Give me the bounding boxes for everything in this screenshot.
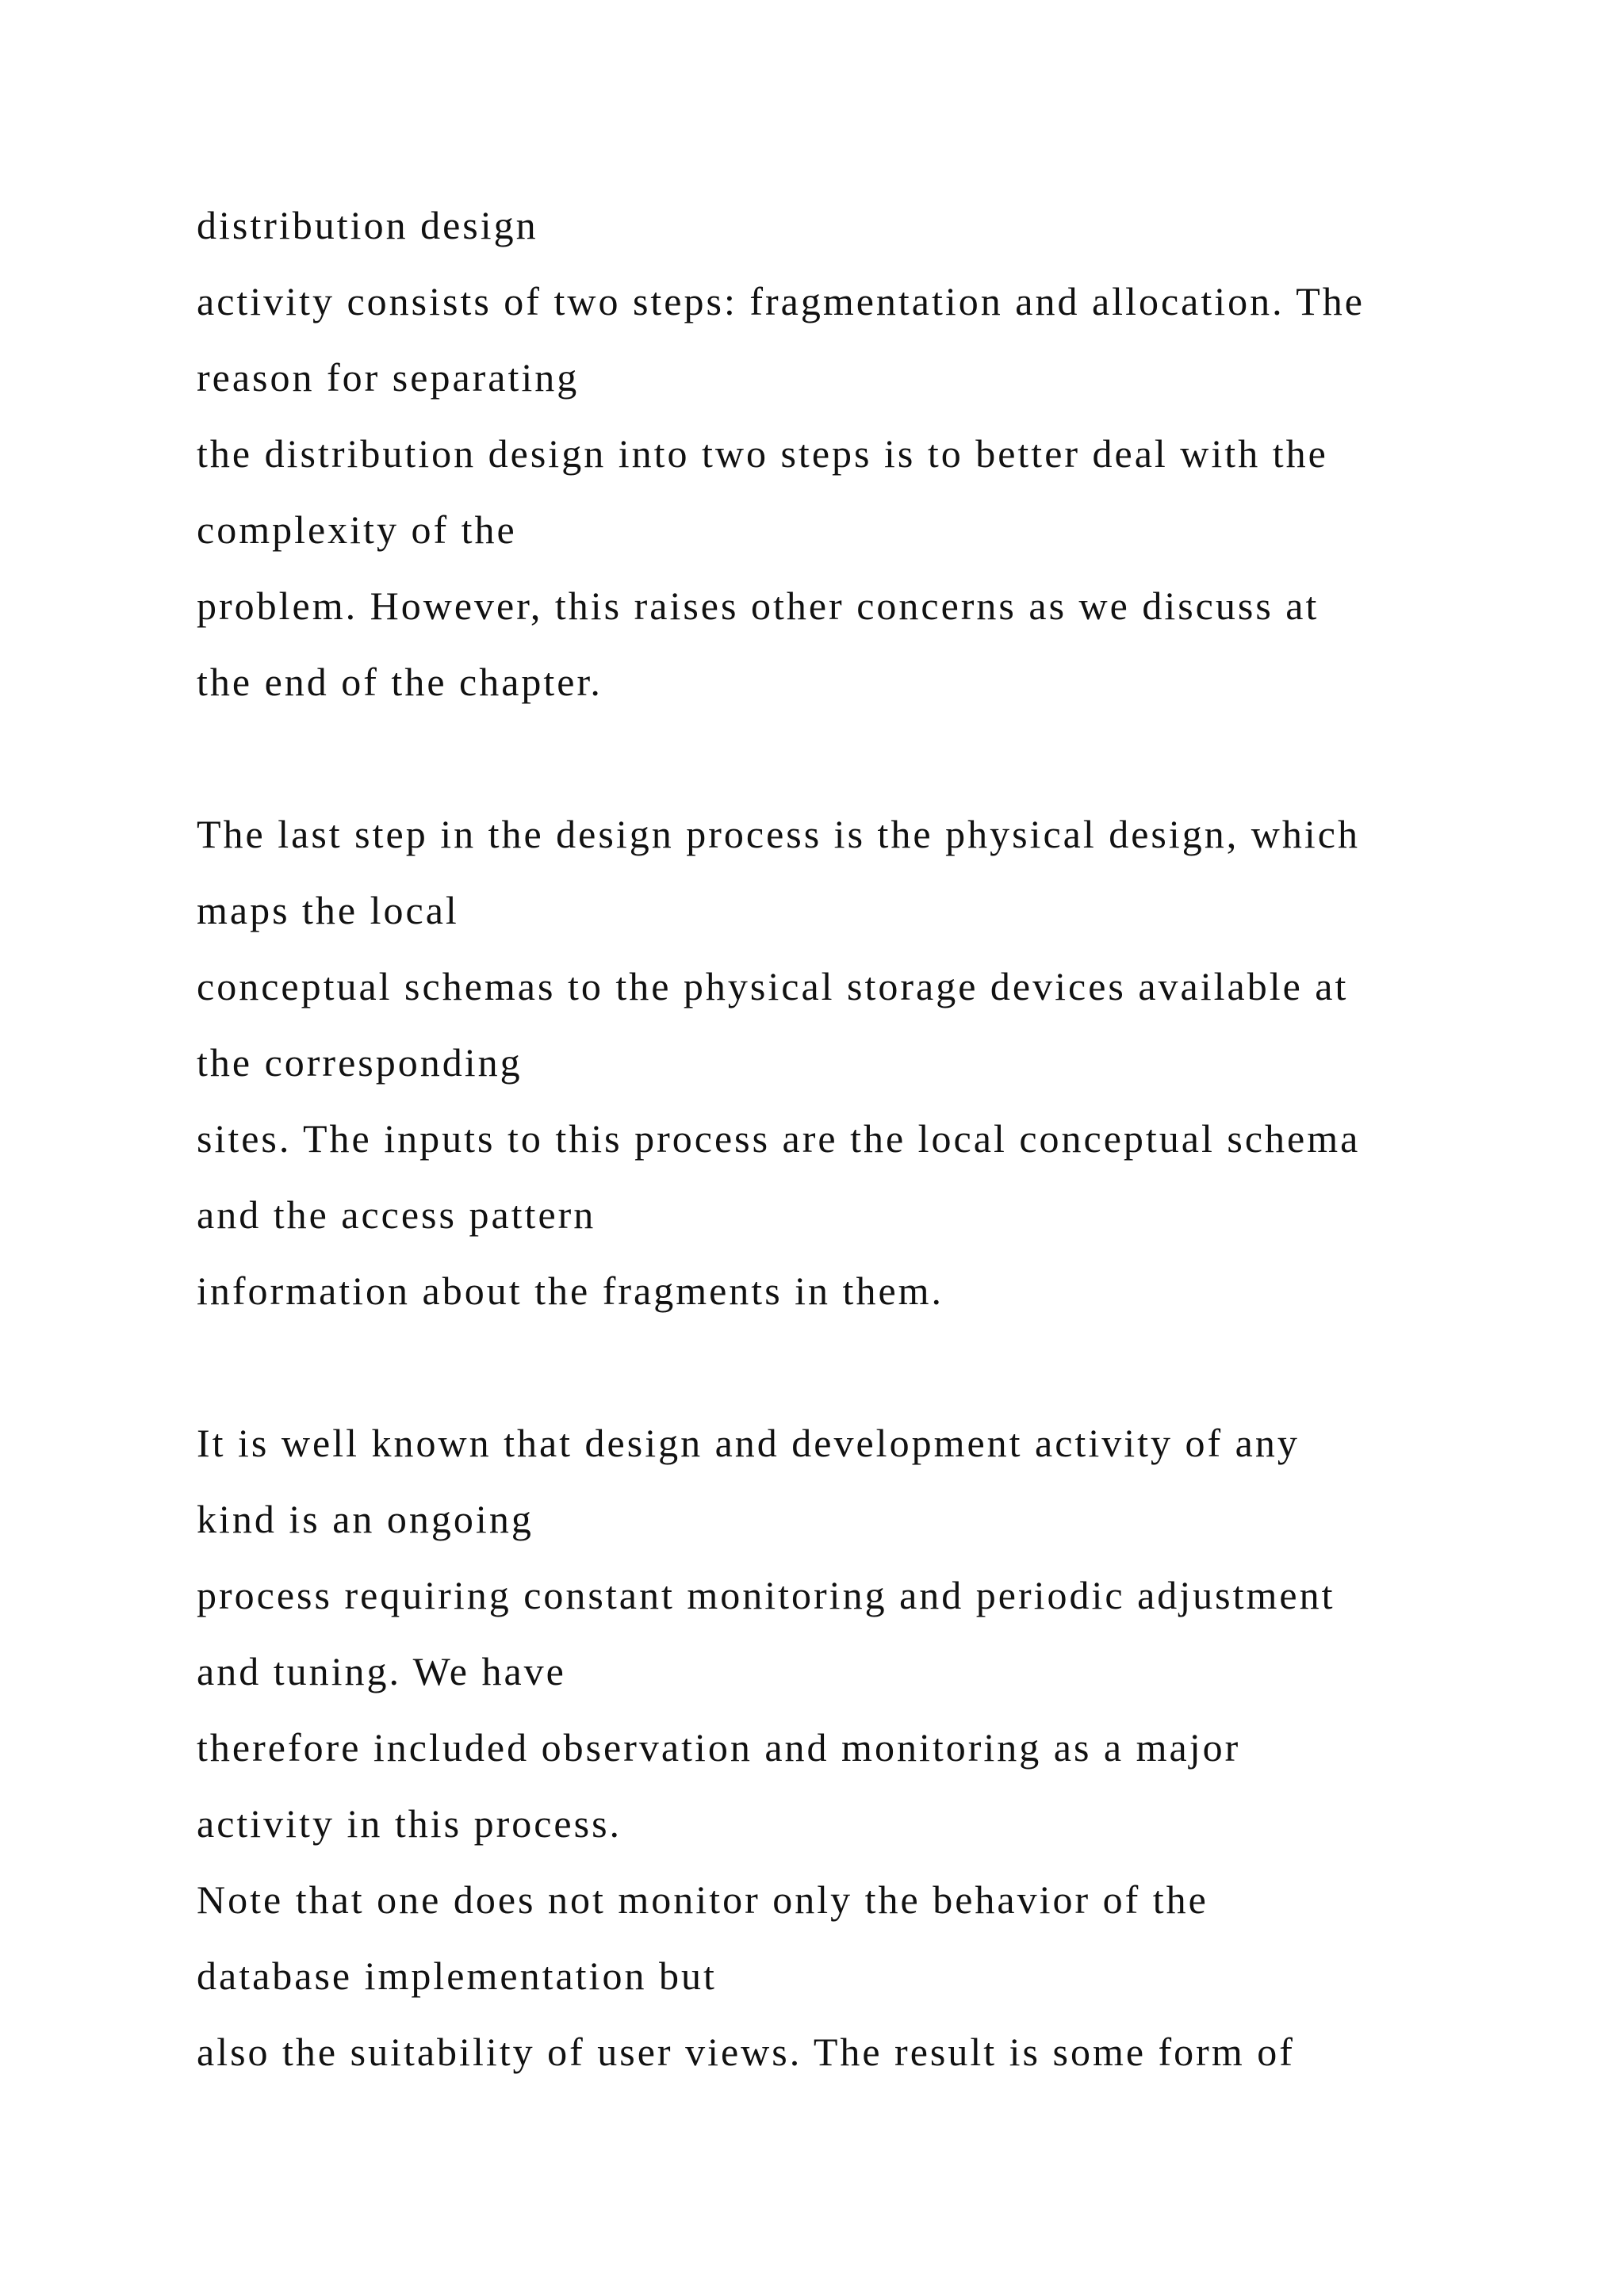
text-line: also the suitability of user views. The result is some form of	[197, 2030, 1295, 2074]
paragraph-3	[197, 1405, 1561, 2090]
text-line: It is well known that design and development activity of any	[197, 1421, 1300, 1465]
paragraph-2	[197, 796, 1561, 1329]
text-line: therefore included observation and monitoring as a major	[197, 1725, 1241, 1770]
text-line: maps the local	[197, 888, 459, 932]
text-line: database implementation but	[197, 1954, 717, 1998]
text-line: information about the fragments in them.	[197, 1269, 944, 1313]
text-line: process requiring constant monitoring and periodic adjustment	[197, 1573, 1335, 1617]
document-body	[197, 187, 1561, 2090]
text-line: and the access pattern	[197, 1192, 596, 1237]
paragraph-gap	[197, 720, 1561, 796]
text-line: the corresponding	[197, 1040, 523, 1085]
text-line: conceptual schemas to the physical storage devices available at	[197, 964, 1349, 1008]
text-line: kind is an ongoing	[197, 1497, 534, 1541]
text-line: and tuning. We have	[197, 1649, 566, 1693]
text-line: the end of the chapter.	[197, 660, 603, 704]
text-line: distribution design	[197, 203, 538, 247]
paragraph-1	[197, 187, 1561, 720]
text-line: reason for separating	[197, 355, 580, 400]
text-line: complexity of the	[197, 507, 517, 552]
text-line: activity in this process.	[197, 1801, 622, 1846]
text-line: Note that one does not monitor only the behavior of the	[197, 1877, 1208, 1922]
text-line: problem. However, this raises other concerns as we discuss at	[197, 584, 1320, 628]
paragraph-gap	[197, 1329, 1561, 1405]
text-line: the distribution design into two steps is to better deal with the	[197, 431, 1328, 476]
text-line: sites. The inputs to this process are the local conceptual schema	[197, 1116, 1361, 1161]
text-line: The last step in the design process is the physical design, which	[197, 812, 1360, 856]
text-line: activity consists of two steps: fragmentation and allocation. The	[197, 279, 1365, 323]
